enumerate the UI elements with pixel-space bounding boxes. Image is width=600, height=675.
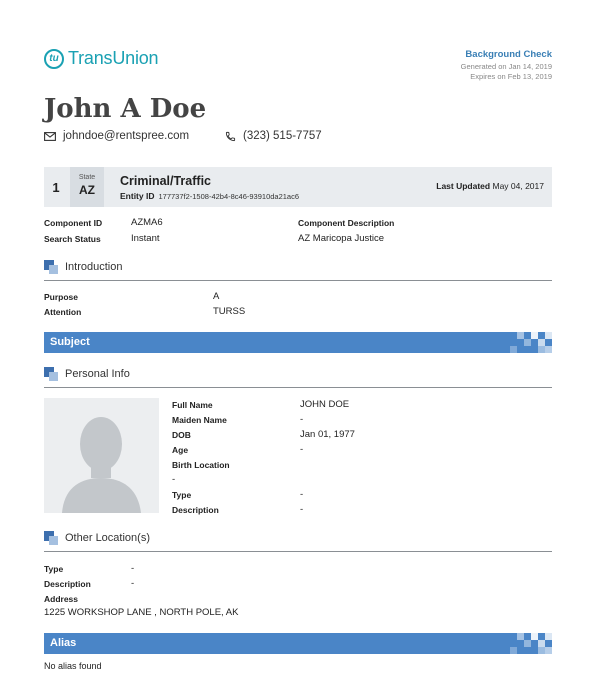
dob-label: DOB — [172, 430, 191, 440]
entity-label: Entity ID — [120, 191, 155, 201]
birth-location-label: Birth Location — [172, 460, 230, 470]
purpose-value: A — [213, 291, 220, 302]
maiden-name-label: Maiden Name — [172, 415, 227, 425]
dob-value: Jan 01, 1977 — [300, 429, 355, 440]
full-name-label: Full Name — [172, 400, 213, 410]
location-desc-value: - — [131, 578, 135, 589]
search-status-label: Search Status — [44, 234, 101, 244]
record-state — [70, 167, 104, 207]
section-squares-icon — [44, 531, 58, 545]
subject-band — [44, 332, 552, 353]
phone-contact — [225, 130, 322, 142]
state-value: AZ — [79, 183, 95, 197]
transunion-logo — [44, 48, 158, 69]
email-value: johndoe@rentspree.com — [63, 130, 190, 142]
report-dates — [461, 62, 552, 82]
alias-band-title: Alias — [50, 637, 77, 649]
state-label: State — [78, 174, 96, 181]
record-number: 1 — [52, 179, 60, 195]
divider — [44, 387, 552, 388]
full-name-value: JOHN DOE — [300, 399, 350, 410]
other-locations-title: Other Location(s) — [65, 532, 150, 544]
location-type-value: - — [131, 563, 135, 574]
search-status-value: Instant — [131, 233, 160, 244]
attention-value: TURSS — [213, 306, 246, 317]
personal-info-title: Personal Info — [65, 368, 130, 380]
record-title: Criminal/Traffic — [120, 174, 211, 188]
generated-date: Generated on Jan 14, 2019 — [460, 62, 552, 71]
report-type: Background Check — [465, 49, 552, 60]
description-value: - — [300, 504, 304, 515]
alias-band — [44, 633, 552, 654]
email-contact — [44, 130, 189, 142]
subject-band-title: Subject — [50, 336, 90, 348]
section-squares-icon — [44, 260, 58, 274]
applicant-name: John A Doe — [44, 94, 207, 124]
other-locations-heading — [44, 531, 150, 545]
type-value: - — [300, 489, 304, 500]
purpose-label: Purpose — [44, 292, 79, 302]
age-label: Age — [172, 445, 189, 455]
no-alias-text: No alias found — [44, 661, 102, 671]
component-id-label: Component ID — [44, 218, 103, 228]
expires-date: Expires on Feb 13, 2019 — [470, 72, 552, 81]
phone-value: (323) 515-7757 — [243, 130, 322, 142]
entity-value: 177737f2-1508-42b4-8c46-93910da21ac6 — [158, 192, 300, 201]
address-value: 1225 WORKSHOP LANE , NORTH POLE, AK — [44, 607, 239, 618]
transunion-logo-icon: tu — [44, 49, 64, 69]
avatar-placeholder — [44, 398, 159, 513]
component-desc-label: Component Description — [298, 218, 395, 228]
envelope-icon — [44, 132, 56, 141]
maiden-name-value: - — [300, 414, 304, 425]
personal-info-heading — [44, 367, 130, 381]
location-desc-label: Description — [44, 579, 91, 589]
phone-icon — [225, 131, 236, 142]
location-type-label: Type — [44, 564, 64, 574]
birth-location-value: - — [172, 474, 176, 485]
divider — [44, 280, 552, 281]
component-desc-value: AZ Maricopa Justice — [298, 233, 385, 244]
record-updated — [436, 181, 544, 191]
component-id-value: AZMA6 — [131, 217, 163, 228]
attention-label: Attention — [44, 307, 82, 317]
age-value: - — [300, 444, 304, 455]
introduction-title: Introduction — [65, 261, 123, 273]
person-silhouette-icon — [44, 398, 159, 513]
divider — [44, 551, 552, 552]
updated-value: May 04, 2017 — [492, 181, 544, 191]
introduction-heading — [44, 260, 122, 274]
transunion-logo-text: TransUnion — [68, 48, 159, 68]
record-entity — [120, 191, 299, 201]
type-label: Type — [172, 490, 192, 500]
description-label: Description — [172, 505, 219, 515]
updated-label: Last Updated — [436, 181, 491, 191]
address-label: Address — [44, 594, 79, 604]
section-squares-icon — [44, 367, 58, 381]
